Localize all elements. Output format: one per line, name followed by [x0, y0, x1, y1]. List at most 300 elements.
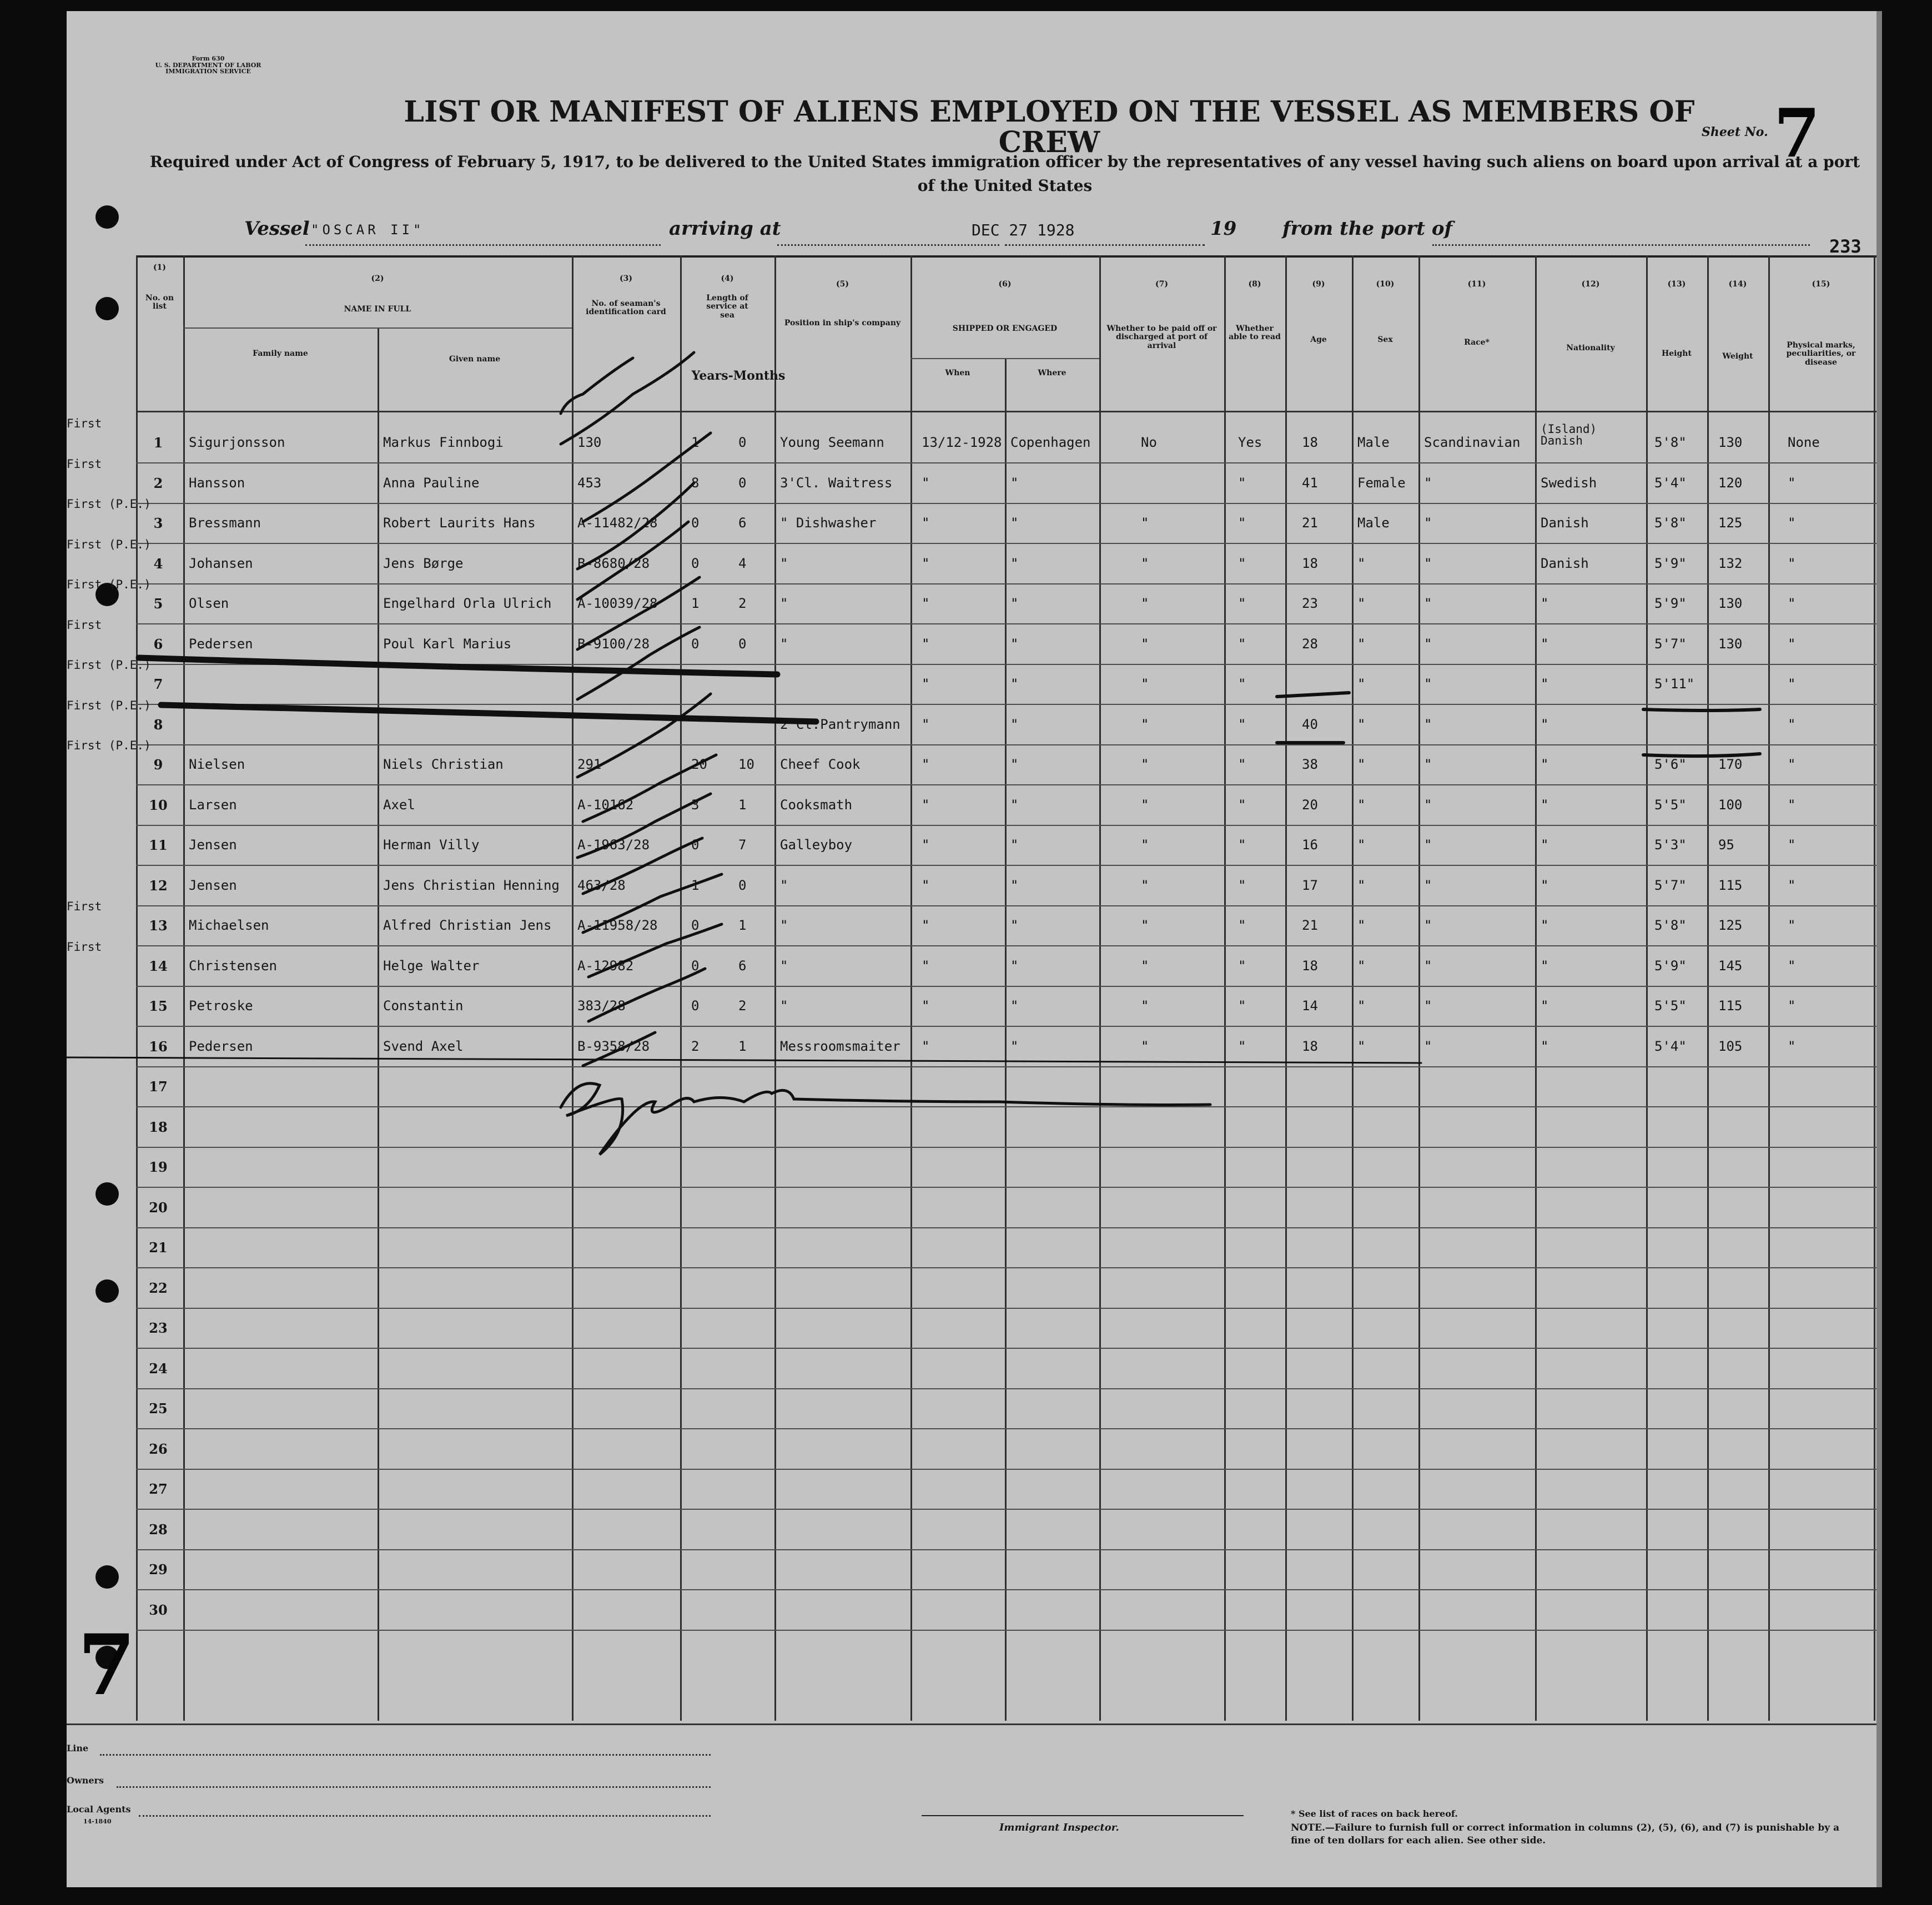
- cell-nationality: ": [1541, 837, 1549, 853]
- row-number: 25: [149, 1400, 168, 1417]
- cell-sex: ": [1357, 797, 1366, 813]
- cell-race: ": [1424, 757, 1432, 772]
- fine-note: NOTE.—Failure to furnish full or correct information in columns (2), (5), (6), and (7) is punishable by a fine of ten dollars for each alien. See other side.: [1291, 1822, 1840, 1846]
- cell-shipped-when: ": [922, 757, 930, 772]
- cell-shipped-when: ": [922, 797, 930, 813]
- row-number: 3: [153, 515, 163, 531]
- cell-shipped-when: 13/12-1928: [922, 435, 1002, 450]
- col10-number: (10): [1376, 280, 1395, 289]
- cell-card-number: A-11482/28: [577, 515, 658, 531]
- cell-paid-off: No: [1141, 435, 1157, 450]
- row-number: 13: [149, 918, 168, 934]
- family-name-header: Family name: [253, 349, 308, 358]
- strike-through: [1643, 754, 1760, 756]
- cell-family-name: Petroske: [189, 998, 253, 1014]
- cell-race: ": [1424, 555, 1432, 571]
- cell-weight: 120: [1718, 475, 1743, 491]
- cell-given-name: Engelhard Orla Ulrich: [383, 596, 552, 611]
- cell-position: 2'Cl.Pantrymann: [780, 716, 900, 732]
- cell-race: ": [1424, 957, 1432, 974]
- row-note: First: [67, 417, 102, 430]
- cell-nationality: Swedish: [1541, 475, 1597, 491]
- cell-family-name: Christensen: [189, 957, 277, 974]
- cell-shipped-where: ": [1010, 515, 1019, 531]
- cell-service-months: 10: [738, 757, 754, 772]
- cell-given-name: Herman Villy: [383, 837, 480, 853]
- cell-shipped-when: ": [922, 957, 930, 974]
- row-number: 26: [149, 1440, 168, 1457]
- cell-weight: 125: [1718, 918, 1743, 933]
- cell-able-to-read: ": [1238, 1038, 1246, 1054]
- cell-height: 5'6": [1654, 757, 1687, 772]
- cell-physical-marks: ": [1788, 797, 1796, 813]
- cell-shipped-where: ": [1010, 957, 1019, 974]
- cell-family-name: Sigurjonsson: [189, 435, 285, 450]
- col13-number: (13): [1667, 280, 1686, 289]
- cell-service-months: 0: [738, 475, 747, 491]
- cell-service-months: 2: [738, 998, 747, 1014]
- cell-shipped-where: ": [1010, 797, 1019, 813]
- cell-service-months: 1: [738, 918, 747, 933]
- check-mark: [588, 969, 705, 1021]
- cell-nationality: (Island) Danish: [1541, 422, 1597, 447]
- year-label: 19: [1210, 218, 1237, 240]
- strike-through: [1277, 693, 1349, 697]
- cell-weight: 115: [1718, 877, 1743, 893]
- cell-position: ": [780, 636, 788, 652]
- check-mark: [561, 352, 694, 444]
- cell-sex: Male: [1357, 435, 1390, 450]
- cell-position: ": [780, 957, 788, 974]
- cell-family-name: Olsen: [189, 596, 229, 611]
- cell-shipped-when: ": [922, 636, 930, 652]
- cell-shipped-where: ": [1010, 636, 1019, 652]
- cell-paid-off: ": [1141, 515, 1149, 531]
- sheet-number: 7: [1774, 94, 1820, 173]
- cell-age: 20: [1302, 797, 1318, 813]
- col8-number: (8): [1248, 280, 1261, 289]
- line-label: Line: [67, 1743, 89, 1753]
- row-note: First: [67, 940, 102, 954]
- col15-header: Physical marks, peculiarities, or disease: [1786, 341, 1856, 367]
- cell-nationality: Danish: [1541, 515, 1589, 531]
- row-note: First (P.E.): [67, 739, 151, 752]
- manifest-sheet: [67, 11, 1882, 1887]
- cell-shipped-when: ": [922, 596, 930, 611]
- cell-weight: 170: [1718, 757, 1743, 772]
- cell-race: ": [1424, 676, 1432, 692]
- strike-through: [161, 705, 816, 722]
- form-info-line: Form 630: [192, 55, 225, 62]
- cell-paid-off: ": [1141, 555, 1149, 571]
- cell-service-years: 1: [691, 877, 700, 893]
- row-number: 23: [149, 1320, 168, 1336]
- cell-able-to-read: ": [1238, 515, 1246, 531]
- check-mark: [583, 1032, 655, 1066]
- cell-able-to-read: ": [1238, 837, 1246, 853]
- row-number: 5: [153, 596, 163, 612]
- cell-race: ": [1424, 797, 1432, 813]
- col15-number: (15): [1812, 280, 1830, 289]
- cell-card-number: A-10039/28: [577, 596, 658, 611]
- cell-able-to-read: ": [1238, 475, 1246, 491]
- cell-height: 5'8": [1654, 435, 1687, 450]
- cell-height: 5'5": [1654, 998, 1687, 1014]
- cell-sex: ": [1357, 877, 1366, 893]
- check-mark: [577, 483, 694, 569]
- col2-header: NAME IN FULL: [344, 305, 411, 314]
- cell-able-to-read: ": [1238, 596, 1246, 611]
- cell-physical-marks: ": [1788, 636, 1796, 652]
- cell-sex: ": [1357, 998, 1366, 1014]
- cell-position: ": [780, 877, 788, 893]
- col9-number: (9): [1312, 280, 1325, 289]
- given-name-header: Given name: [449, 355, 501, 364]
- cell-shipped-when: ": [922, 837, 930, 853]
- cell-sex: ": [1357, 957, 1366, 974]
- cell-sex: ": [1357, 757, 1366, 772]
- col5-number: (5): [836, 280, 849, 289]
- col8-header: Whether able to read: [1229, 324, 1281, 342]
- cell-able-to-read: ": [1238, 918, 1246, 933]
- cell-weight: 145: [1718, 957, 1743, 974]
- cell-nationality: ": [1541, 957, 1549, 974]
- row-number: 11: [149, 837, 168, 853]
- cell-service-months: 1: [738, 797, 747, 813]
- cell-shipped-when: ": [922, 918, 930, 933]
- cell-race: ": [1424, 515, 1432, 531]
- cell-able-to-read: ": [1238, 877, 1246, 893]
- cell-age: 21: [1302, 918, 1318, 933]
- cell-height: 5'4": [1654, 475, 1687, 491]
- cell-paid-off: ": [1141, 918, 1149, 933]
- col4-subheader: Years-Months: [691, 369, 786, 383]
- cell-sex: ": [1357, 716, 1366, 732]
- cell-nationality: ": [1541, 918, 1549, 933]
- cell-card-number: A-10162: [577, 797, 634, 813]
- row-number: 17: [149, 1079, 168, 1095]
- vessel-label: Vessel: [244, 218, 310, 240]
- cell-physical-marks: ": [1788, 918, 1796, 933]
- cell-shipped-when: ": [922, 716, 930, 732]
- cell-service-months: 2: [738, 596, 747, 611]
- row-end-line: [67, 1057, 1421, 1063]
- signature: [561, 1083, 1210, 1155]
- cell-physical-marks: ": [1788, 837, 1796, 853]
- cell-height: 5'9": [1654, 596, 1687, 611]
- cell-race: ": [1424, 998, 1432, 1014]
- row-number: 29: [149, 1561, 168, 1578]
- cell-height: 5'11": [1654, 676, 1695, 692]
- cell-given-name: Svend Axel: [383, 1038, 464, 1054]
- form-info-line: U. S. DEPARTMENT OF LABOR: [155, 61, 261, 69]
- cell-sex: ": [1357, 636, 1366, 652]
- cell-paid-off: ": [1141, 636, 1149, 652]
- agents-label: Local Agents: [67, 1804, 131, 1815]
- cell-given-name: Robert Laurits Hans: [383, 515, 536, 531]
- strike-through: [139, 658, 777, 674]
- cell-paid-off: ": [1141, 1038, 1149, 1054]
- cell-weight: 132: [1718, 555, 1743, 571]
- row-number: 4: [153, 555, 163, 572]
- col6-number: (6): [998, 280, 1012, 289]
- cell-given-name: Axel: [383, 797, 415, 813]
- cell-family-name: Larsen: [189, 797, 237, 813]
- cell-paid-off: ": [1141, 757, 1149, 772]
- cell-height: 5'7": [1654, 636, 1687, 652]
- page-title: LIST OR MANIFEST OF ALIENS EMPLOYED ON THE VESSEL AS MEMBERS OF CREW: [404, 95, 1695, 159]
- cell-family-name: Pedersen: [189, 1038, 253, 1054]
- cell-height: 5'8": [1654, 515, 1687, 531]
- col6-header: SHIPPED OR ENGAGED: [952, 324, 1058, 333]
- cell-sex: ": [1357, 676, 1366, 692]
- cell-service-years: 1: [691, 435, 700, 450]
- cell-able-to-read: ": [1238, 555, 1246, 571]
- cell-given-name: Anna Pauline: [383, 475, 480, 491]
- cell-service-years: 8: [691, 475, 700, 491]
- cell-able-to-read: ": [1238, 957, 1246, 974]
- cell-card-number: 291: [577, 757, 602, 772]
- cell-height: 5'8": [1654, 918, 1687, 933]
- cell-given-name: Markus Finnbogi: [383, 435, 504, 450]
- cell-position: ": [780, 918, 788, 933]
- arriving-label: arriving at: [669, 218, 781, 240]
- from-port-label: from the port of: [1282, 218, 1453, 240]
- cell-family-name: Hansson: [189, 475, 245, 491]
- col7-number: (7): [1155, 280, 1168, 289]
- cell-given-name: Constantin: [383, 998, 464, 1014]
- cell-age: 17: [1302, 877, 1318, 893]
- col5-header: Position in ship's company: [784, 319, 901, 327]
- strike-through: [1643, 709, 1760, 710]
- cell-position: Young Seemann: [780, 435, 884, 450]
- cell-given-name: Niels Christian: [383, 757, 504, 772]
- cell-height: 5'9": [1654, 957, 1687, 974]
- cell-family-name: Jensen: [189, 837, 237, 853]
- row-number: 16: [149, 1038, 168, 1055]
- cell-shipped-where: ": [1010, 757, 1019, 772]
- col1-header: No. on list: [145, 294, 174, 311]
- cell-service-months: 0: [738, 435, 747, 450]
- col11-number: (11): [1467, 280, 1486, 289]
- cell-sex: ": [1357, 1038, 1366, 1054]
- cell-family-name: Jensen: [189, 877, 237, 893]
- cell-race: ": [1424, 1038, 1432, 1054]
- row-note: First: [67, 618, 102, 632]
- cell-shipped-where: ": [1010, 676, 1019, 692]
- cell-service-years: 2: [691, 1038, 700, 1054]
- cell-shipped-where: ": [1010, 555, 1019, 571]
- cell-family-name: Johansen: [189, 555, 253, 571]
- cell-physical-marks: ": [1788, 757, 1796, 772]
- check-mark: [577, 794, 711, 858]
- cell-physical-marks: ": [1788, 515, 1796, 531]
- cell-family-name: Nielsen: [189, 757, 245, 772]
- check-mark: [583, 874, 722, 933]
- row-number: 24: [149, 1360, 168, 1377]
- cell-age: 18: [1302, 555, 1318, 571]
- cell-family-name: Pedersen: [189, 636, 253, 652]
- cell-weight: 130: [1718, 435, 1743, 450]
- cell-paid-off: ": [1141, 596, 1149, 611]
- cell-card-number: A-1963/28: [577, 837, 650, 853]
- form-code: 14-1840: [83, 1818, 112, 1825]
- cell-card-number: B-9100/28: [577, 636, 650, 652]
- row-number: 27: [149, 1481, 168, 1497]
- row-note: First (P.E.): [67, 698, 151, 712]
- arrival-date-stamp: DEC 27 1928: [972, 221, 1075, 239]
- cell-given-name: Alfred Christian Jens: [383, 918, 552, 933]
- cell-able-to-read: ": [1238, 676, 1246, 692]
- row-number: 1: [153, 435, 163, 451]
- cell-race: ": [1424, 636, 1432, 652]
- cell-card-number: A-12982: [577, 957, 634, 974]
- cell-service-years: 0: [691, 837, 700, 853]
- cell-position: ": [780, 555, 788, 571]
- handwritten-marks: [67, 11, 1876, 1887]
- cell-race: ": [1424, 877, 1432, 893]
- cell-shipped-where: ": [1010, 877, 1019, 893]
- cell-sex: Male: [1357, 515, 1390, 531]
- cell-shipped-where: ": [1010, 1038, 1019, 1054]
- cell-position: Galleyboy: [780, 837, 853, 853]
- cell-nationality: ": [1541, 797, 1549, 813]
- row-number: 21: [149, 1239, 168, 1256]
- cell-shipped-when: ": [922, 998, 930, 1014]
- cell-physical-marks: ": [1788, 475, 1796, 491]
- cell-service-months: 7: [738, 837, 747, 853]
- subtitle: Required under Act of Congress of February 5, 1917, to be delivered to the United States immigration officer by the representatives of any vessel having such aliens on board upon arrival at a port of the United States: [149, 153, 1860, 195]
- cell-shipped-when: ": [922, 515, 930, 531]
- cell-shipped-where: ": [1010, 837, 1019, 853]
- cell-position: Cheef Cook: [780, 757, 861, 772]
- cell-height: 5'5": [1654, 797, 1687, 813]
- cell-given-name: Poul Karl Marius: [383, 636, 512, 652]
- col3-header: No. of seaman's identification card: [586, 299, 666, 317]
- cell-race: ": [1424, 716, 1432, 732]
- cell-physical-marks: ": [1788, 716, 1796, 732]
- shipped-when-header: When: [945, 369, 970, 377]
- row-note: First (P.E.): [67, 497, 151, 511]
- col3-number: (3): [620, 274, 632, 283]
- cell-given-name: Jens Christian Henning: [383, 877, 560, 893]
- form-info-line: IMMIGRATION SERVICE: [165, 68, 251, 75]
- cell-physical-marks: ": [1788, 877, 1796, 893]
- cell-physical-marks: ": [1788, 555, 1796, 571]
- cell-able-to-read: ": [1238, 636, 1246, 652]
- row-number: 15: [149, 998, 168, 1014]
- cell-position: Cooksmath: [780, 797, 853, 813]
- cell-height: 5'3": [1654, 837, 1687, 853]
- cell-service-months: 6: [738, 957, 747, 974]
- cell-nationality: ": [1541, 596, 1549, 611]
- cell-service-years: 1: [691, 596, 700, 611]
- row-number: 22: [149, 1279, 168, 1296]
- cell-service-years: 0: [691, 515, 700, 531]
- row-note: First (P.E.): [67, 578, 151, 591]
- cell-given-name: Jens Børge: [383, 555, 464, 571]
- cell-paid-off: ": [1141, 797, 1149, 813]
- cell-card-number: 453: [577, 475, 602, 491]
- cell-age: 41: [1302, 475, 1318, 491]
- cell-race: ": [1424, 918, 1432, 933]
- row-number: 2: [153, 475, 163, 491]
- cell-weight: 130: [1718, 596, 1743, 611]
- cell-age: 23: [1302, 596, 1318, 611]
- row-number: 28: [149, 1521, 168, 1538]
- cell-weight: 130: [1718, 636, 1743, 652]
- row-number: 14: [149, 957, 168, 974]
- cell-shipped-where: ": [1010, 998, 1019, 1014]
- cell-card-number: 463/28: [577, 877, 626, 893]
- cell-position: ": [780, 596, 788, 611]
- cell-family-name: Michaelsen: [189, 918, 269, 933]
- sheet-number-stamp: 7: [78, 1616, 136, 1714]
- cell-nationality: ": [1541, 636, 1549, 652]
- cell-able-to-read: ": [1238, 716, 1246, 732]
- cell-height: 5'4": [1654, 1038, 1687, 1054]
- cell-weight: 95: [1718, 837, 1734, 853]
- cell-service-years: 3: [691, 797, 700, 813]
- check-mark: [577, 694, 711, 777]
- cell-age: 21: [1302, 515, 1318, 531]
- cell-position: Messroomsmaiter: [780, 1038, 900, 1054]
- cell-age: 16: [1302, 837, 1318, 853]
- row-note: First (P.E.): [67, 658, 151, 672]
- row-note: First (P.E.): [67, 537, 151, 551]
- cell-paid-off: ": [1141, 957, 1149, 974]
- cell-race: Scandinavian: [1424, 435, 1521, 450]
- cell-nationality: ": [1541, 676, 1549, 692]
- cell-service-years: 0: [691, 998, 700, 1014]
- cell-card-number: B-9358/28: [577, 1038, 650, 1054]
- col12-number: (12): [1581, 280, 1600, 289]
- col4-header: Length of service at sea: [706, 294, 748, 320]
- cell-physical-marks: ": [1788, 1038, 1796, 1054]
- cell-given-name: Helge Walter: [383, 957, 480, 974]
- col9-header: Age: [1310, 335, 1327, 344]
- cell-age: 40: [1302, 716, 1318, 732]
- cell-paid-off: ": [1141, 716, 1149, 732]
- row-number: 18: [149, 1118, 168, 1135]
- cell-service-years: 0: [691, 957, 700, 974]
- shipped-where-header: Where: [1038, 369, 1066, 377]
- row-number: 12: [149, 877, 168, 894]
- cell-paid-off: ": [1141, 837, 1149, 853]
- cell-shipped-where: ": [1010, 716, 1019, 732]
- cell-able-to-read: ": [1238, 757, 1246, 772]
- check-mark: [583, 433, 711, 522]
- cell-shipped-where: ": [1010, 918, 1019, 933]
- cell-height: 5'7": [1654, 877, 1687, 893]
- cell-physical-marks: ": [1788, 596, 1796, 611]
- cell-nationality: ": [1541, 998, 1549, 1014]
- cell-service-years: 20: [691, 757, 707, 772]
- cell-sex: Female: [1357, 475, 1406, 491]
- cell-position: 3'Cl. Waitress: [780, 475, 893, 491]
- row-number: 8: [153, 716, 163, 733]
- cell-weight: 125: [1718, 515, 1743, 531]
- cell-service-months: 0: [738, 877, 747, 893]
- cell-sex: ": [1357, 918, 1366, 933]
- row-number: 6: [153, 636, 163, 652]
- col13-header: Height: [1662, 349, 1692, 358]
- col1-number: (1): [153, 263, 166, 272]
- stamp-number: 233: [1829, 236, 1861, 257]
- cell-service-months: 1: [738, 1038, 747, 1054]
- col14-header: Weight: [1722, 352, 1753, 361]
- cell-card-number: 383/28: [577, 998, 626, 1014]
